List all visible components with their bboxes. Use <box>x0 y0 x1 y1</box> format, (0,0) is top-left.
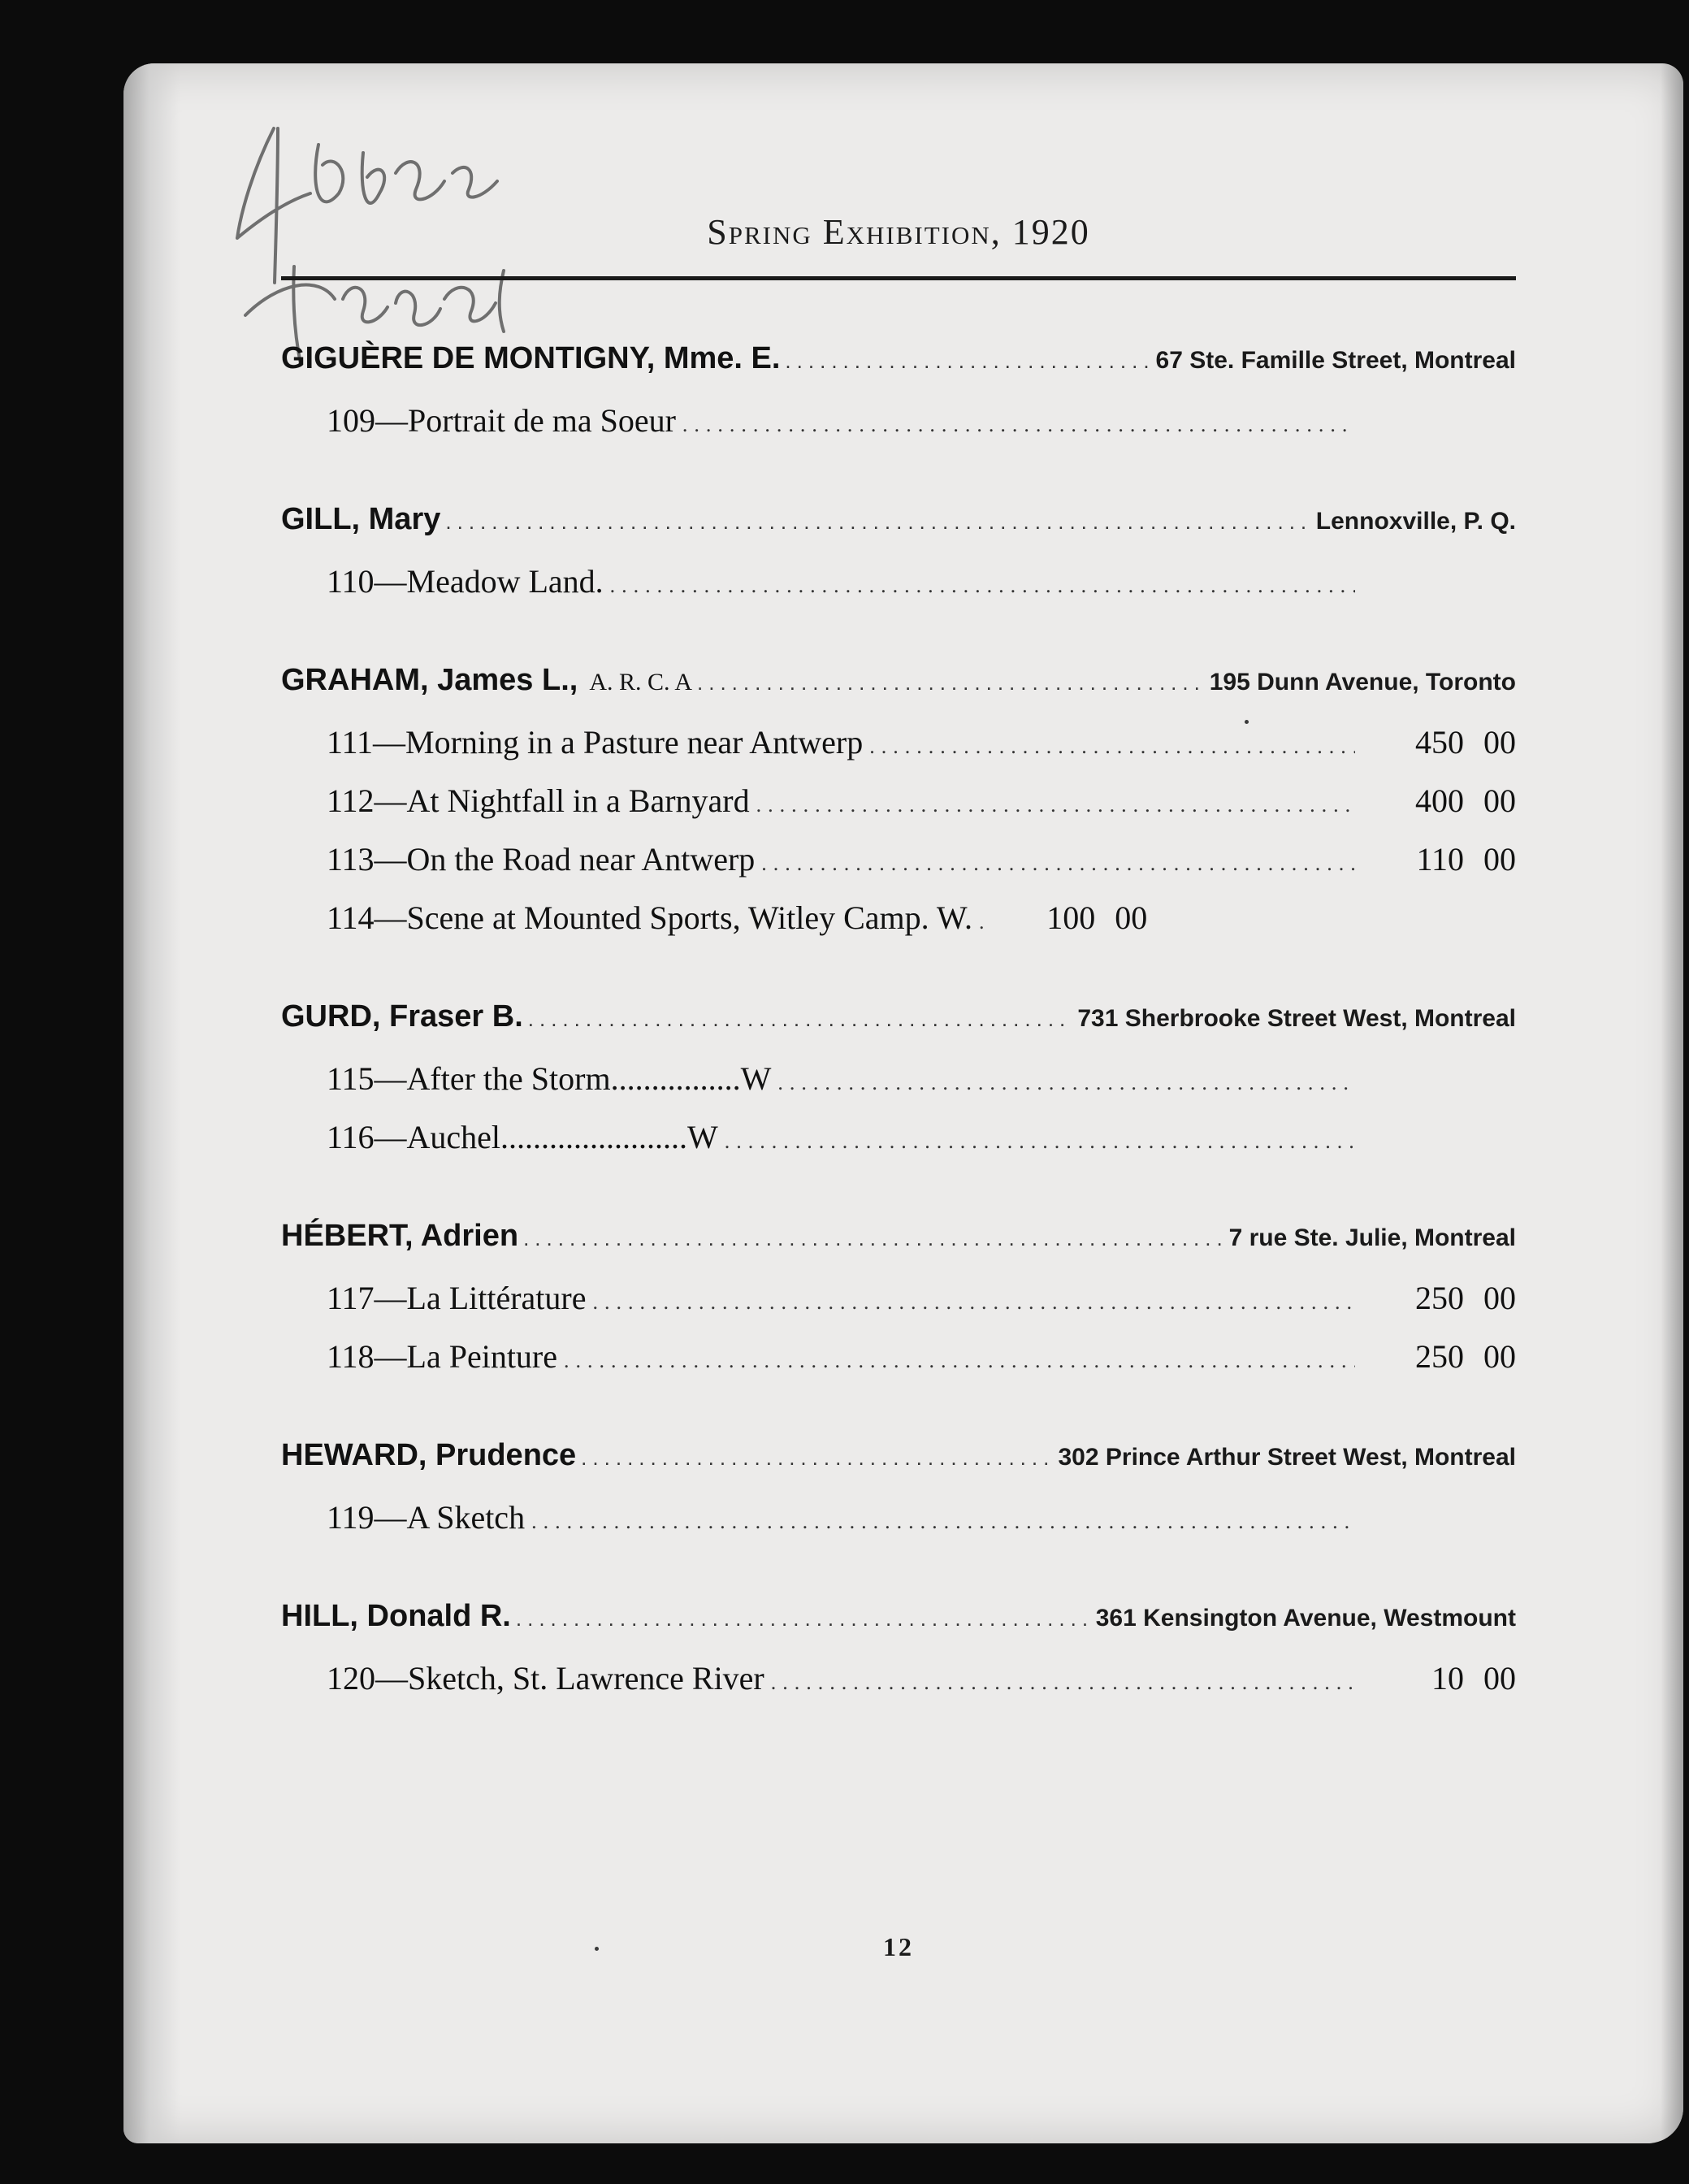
work-price: 250 00 <box>1415 1338 1516 1375</box>
artist-row <box>281 999 1516 1060</box>
dot-leader <box>516 1606 1091 1632</box>
artist-name: GILL, Mary <box>281 502 441 536</box>
work-price: 110 00 <box>1416 841 1516 878</box>
work-row <box>281 840 1516 899</box>
artist-entry <box>281 663 1516 957</box>
work-row <box>281 782 1516 840</box>
work-row <box>281 1279 1516 1337</box>
artist-address: 67 Ste. Famille Street, Montreal <box>1155 347 1516 374</box>
artist-address: 302 Prince Arthur Street West, Montreal <box>1058 1444 1516 1471</box>
artist-address: 7 rue Ste. Julie, Montreal <box>1228 1224 1516 1251</box>
artist-address: Lennoxville, P. Q. <box>1315 508 1516 535</box>
artist-qualification: A. R. C. A <box>589 669 693 696</box>
dot-leader <box>979 910 986 934</box>
dot-leader <box>523 1226 1223 1251</box>
work-row <box>281 1118 1516 1176</box>
dot-leader <box>777 1071 1355 1095</box>
work-title: 120—Sketch, St. Lawrence River <box>327 1660 764 1696</box>
artist-row <box>281 341 1516 401</box>
work-price: 450 00 <box>1415 724 1516 760</box>
dot-leader <box>761 852 1355 876</box>
work-title: 109—Portrait de ma Soeur <box>327 402 676 439</box>
work-title: 117—La Littérature <box>327 1280 587 1316</box>
artist-list <box>281 341 1516 1760</box>
artist-entry <box>281 502 1516 621</box>
page-title: Spring Exhibition, 1920 <box>707 212 1090 252</box>
page-left-edge-shadow <box>123 63 180 2143</box>
header-rule <box>281 276 1516 280</box>
artist-name: GIGUÈRE DE MONTIGNY, Mme. E. <box>281 341 781 375</box>
dot-leader <box>445 509 1310 535</box>
artist-row <box>281 1438 1516 1498</box>
dot-leader <box>564 1349 1355 1373</box>
dot-leader <box>756 793 1355 817</box>
dot-leader <box>682 413 1355 437</box>
work-title: 113—On the Road near Antwerp <box>327 841 756 878</box>
artist-entry <box>281 1599 1516 1718</box>
dot-leader <box>785 349 1150 374</box>
dot-leader <box>581 1445 1053 1471</box>
work-row <box>281 1498 1516 1557</box>
work-row <box>281 723 1516 782</box>
artist-row <box>281 1599 1516 1659</box>
artist-name: HÉBERT, Adrien <box>281 1219 519 1253</box>
artist-name: GRAHAM, James L., <box>281 663 578 697</box>
page-header <box>281 202 1516 266</box>
work-price: 250 00 <box>1415 1280 1516 1316</box>
dot-leader <box>593 1290 1356 1315</box>
artist-address: 731 Sherbrooke Street West, Montreal <box>1077 1005 1516 1032</box>
page-right-edge-shadow <box>1661 63 1683 2143</box>
dot-leader <box>725 1129 1355 1154</box>
artist-entry <box>281 1219 1516 1396</box>
work-title: 111—Morning in a Pasture near Antwerp <box>327 724 864 760</box>
work-price: 400 00 <box>1415 782 1516 819</box>
dot-leader <box>610 574 1355 598</box>
work-title: 112—At Nightfall in a Barnyard <box>327 782 750 819</box>
work-title: 119—A Sketch <box>327 1499 526 1536</box>
artist-name: HILL, Donald R. <box>281 1599 511 1633</box>
artist-entry <box>281 1438 1516 1557</box>
dot-leader <box>528 1007 1073 1032</box>
dot-leader <box>697 670 1205 696</box>
work-title: 110—Meadow Land. <box>327 563 604 600</box>
work-price: 100 00 <box>1046 899 1148 936</box>
artist-name: HEWARD, Prudence <box>281 1438 577 1472</box>
work-row <box>281 1060 1516 1118</box>
work-row <box>281 1659 1516 1718</box>
artist-address: 195 Dunn Avenue, Toronto <box>1209 669 1516 696</box>
work-row <box>281 899 1516 957</box>
artist-entry <box>281 341 1516 460</box>
page-number: 12 <box>883 1932 914 1961</box>
work-row <box>281 562 1516 621</box>
work-row <box>281 1337 1516 1396</box>
work-row <box>281 401 1516 460</box>
dot-leader <box>531 1510 1355 1534</box>
artist-entry <box>281 999 1516 1176</box>
artist-row <box>281 663 1516 723</box>
work-title: 114—Scene at Mounted Sports, Witley Camp. W. <box>327 899 972 936</box>
work-price: 10 00 <box>1431 1660 1516 1696</box>
artist-row <box>281 502 1516 562</box>
artist-row <box>281 1219 1516 1279</box>
dot-leader <box>869 734 1355 759</box>
work-title: 116—Auchel.......................W <box>327 1119 718 1155</box>
work-title: 118—La Peinture <box>327 1338 558 1375</box>
artist-name: GURD, Fraser B. <box>281 999 523 1034</box>
artist-address: 361 Kensington Avenue, Westmount <box>1095 1605 1516 1632</box>
dot-leader <box>771 1670 1355 1695</box>
work-title: 115—After the Storm................W <box>327 1060 772 1097</box>
